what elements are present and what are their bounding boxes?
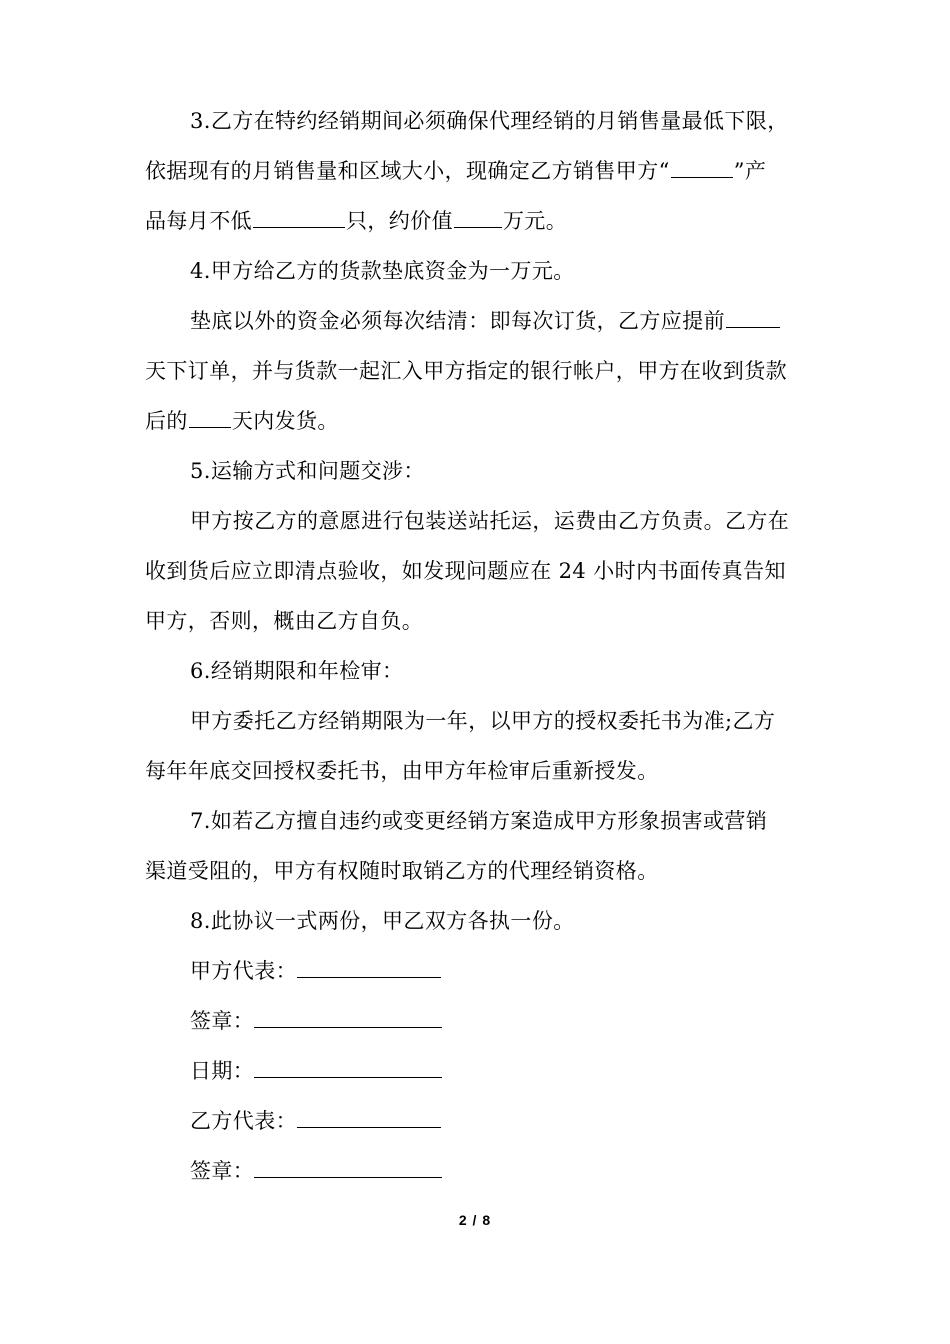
product-name-blank xyxy=(671,158,733,178)
clause-7-text-1: 7.如若乙方擅自违约或变更经销方案造成甲方形象损害或营销 xyxy=(190,809,768,833)
party-a-seal-line xyxy=(254,1007,442,1028)
clause-5-text-4: 甲方，否则，概由乙方自负。 xyxy=(145,609,424,633)
page-number: 2 / 8 xyxy=(458,1212,492,1228)
clause-5-text-1: 5.运输方式和问题交涉： xyxy=(190,459,425,483)
clause-4-text-4a: 后的 xyxy=(145,409,188,433)
party-b-representative-label: 乙方代表： xyxy=(190,1109,297,1133)
clause-3-text-1: 3.乙方在特约经销期间必须确保代理经销的月销售量最低下限， xyxy=(190,109,789,133)
min-quantity-blank xyxy=(253,208,345,228)
party-a-representative-label: 甲方代表： xyxy=(190,959,297,983)
value-blank xyxy=(454,208,502,228)
clause-4-text-4b: 天内发货。 xyxy=(231,409,339,433)
clause-3-text-3a: 品每月不低 xyxy=(145,209,252,233)
clause-6-line-1 xyxy=(190,656,403,686)
party-b-representative xyxy=(190,1106,441,1136)
delivery-days-blank xyxy=(189,408,231,428)
clause-4-text-3: 天下订单，并与货款一起汇入甲方指定的银行帐户，甲方在收到货款 xyxy=(145,359,787,383)
clause-7-line-1 xyxy=(190,806,767,836)
clause-3-text-3b: 只，约价值 xyxy=(346,209,453,233)
clause-7-line-2 xyxy=(145,856,659,886)
clause-8-line-1 xyxy=(190,906,575,936)
clause-6-text-1: 6.经销期限和年检审： xyxy=(190,659,404,683)
clause-4-line-2 xyxy=(190,306,781,336)
clause-8-text-1: 8.此协议一式两份，甲乙双方各执一份。 xyxy=(190,909,575,933)
party-b-seal-line xyxy=(254,1157,442,1178)
party-a-seal xyxy=(190,1006,442,1036)
advance-days-blank xyxy=(726,308,780,328)
clause-6-text-3: 每年年底交回授权委托书，由甲方年检审后重新授发。 xyxy=(145,759,659,783)
clause-6-line-3 xyxy=(145,756,659,786)
clause-4-line-3 xyxy=(145,356,787,386)
party-a-date-line xyxy=(254,1057,442,1078)
clause-5-line-1 xyxy=(190,456,425,486)
clause-5-text-3: 收到货后应立即清点验收，如发现问题应在 24 小时内书面传真告知 xyxy=(145,559,786,583)
clause-3-text-2b: ”产 xyxy=(733,159,767,183)
party-b-seal xyxy=(190,1156,442,1186)
clause-4-text-1: 4.甲方给乙方的货款垫底资金为一万元。 xyxy=(190,259,575,283)
clause-5-line-2 xyxy=(190,506,789,536)
party-a-seal-label: 签章： xyxy=(190,1009,255,1033)
clause-5-text-2: 甲方按乙方的意愿进行包装送站托运，运费由乙方负责。乙方在 xyxy=(190,509,790,533)
clause-5-line-3 xyxy=(145,556,786,586)
clause-7-text-2: 渠道受阻的，甲方有权随时取销乙方的代理经销资格。 xyxy=(145,859,659,883)
party-b-seal-label: 签章： xyxy=(190,1159,255,1183)
party-a-representative-line xyxy=(297,957,441,978)
clause-4-line-4 xyxy=(145,406,339,436)
party-a-representative xyxy=(190,956,441,986)
clause-3-line-2 xyxy=(145,156,766,186)
party-a-date xyxy=(190,1056,442,1086)
clause-4-line-1 xyxy=(190,256,575,286)
clause-3-line-1 xyxy=(190,106,789,136)
party-b-representative-line xyxy=(297,1107,441,1128)
clause-3-text-2a: 依据现有的月销售量和区域大小，现确定乙方销售甲方“ xyxy=(145,159,670,183)
clause-6-line-2 xyxy=(190,706,775,736)
clause-3-line-3 xyxy=(145,206,567,236)
party-a-date-label: 日期： xyxy=(190,1059,255,1083)
clause-5-line-4 xyxy=(145,606,423,636)
clause-6-text-2: 甲方委托乙方经销期限为一年，以甲方的授权委托书为准;乙方 xyxy=(190,709,776,733)
clause-4-text-2: 垫底以外的资金必须每次结清：即每次订货，乙方应提前 xyxy=(190,309,725,333)
clause-3-text-3c: 万元。 xyxy=(503,209,568,233)
